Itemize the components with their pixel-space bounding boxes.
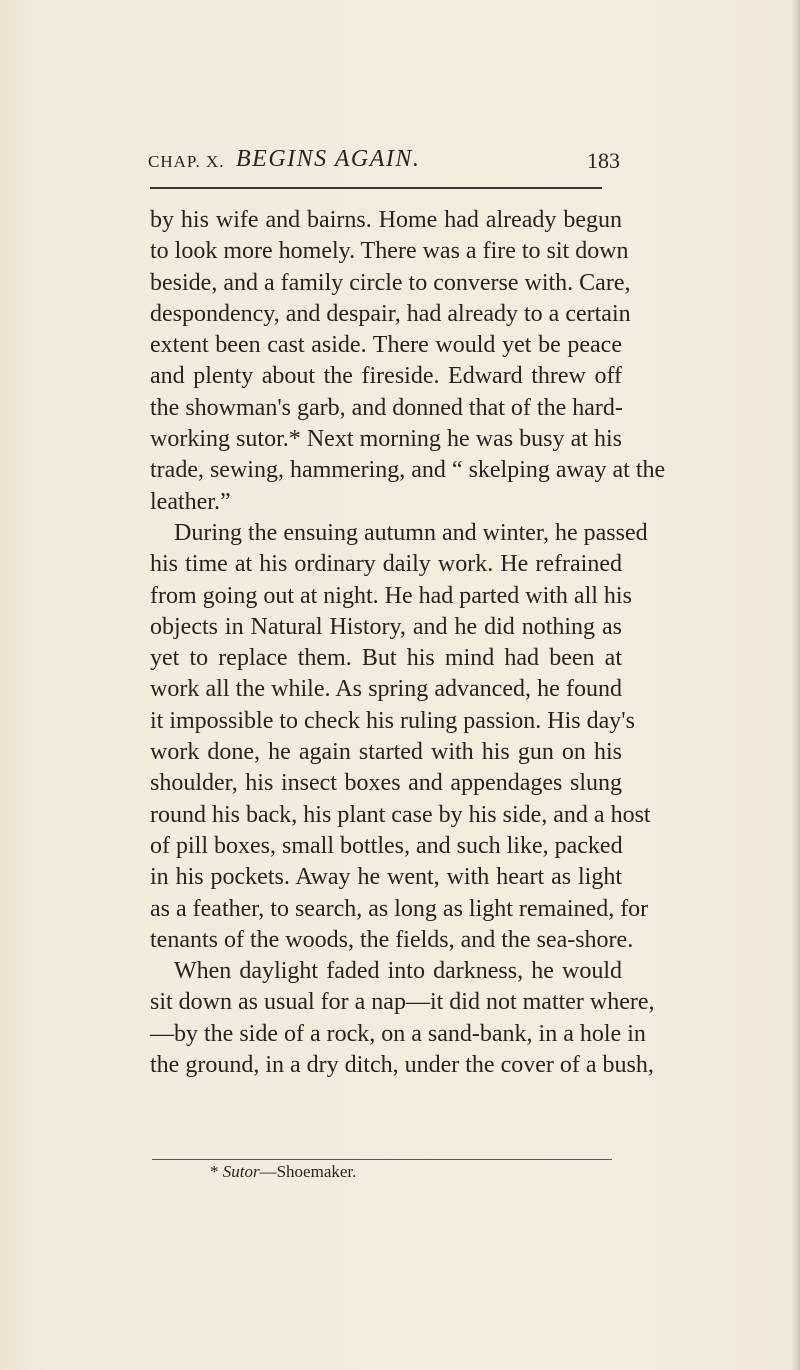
text-line: leather.” bbox=[150, 488, 231, 515]
text-line: to look more homely. There was a fire to sit down bbox=[150, 238, 629, 265]
header-rule bbox=[150, 187, 602, 189]
running-header bbox=[148, 146, 620, 180]
text-line: When daylight faded into darkness, he would bbox=[174, 958, 622, 985]
text-line: round his back, his plant case by his side, and a host bbox=[150, 801, 651, 828]
page-number: 183 bbox=[587, 148, 620, 173]
text-line: sit down as usual for a nap—it did not matter where, bbox=[150, 989, 655, 1016]
text-line: extent been cast aside. There would yet be peace bbox=[150, 332, 622, 359]
text-line: by his wife and bairns. Home had already begun bbox=[150, 207, 622, 233]
text-line: work all the while. As spring advanced, he found bbox=[150, 676, 622, 703]
footnote-marker: * bbox=[210, 1162, 223, 1181]
text-line: yet to replace them. But his mind had been at bbox=[150, 645, 622, 672]
text-line: from going out at night. He had parted with all his bbox=[150, 582, 632, 609]
text-line: working sutor.* Next morning he was busy at his bbox=[150, 426, 622, 453]
footnote-rule bbox=[152, 1159, 612, 1160]
text-line: tenants of the woods, the fields, and the sea-shore. bbox=[150, 926, 634, 953]
text-line: the showman's garb, and donned that of the hard- bbox=[150, 394, 623, 421]
text-line: as a feather, to search, as long as light remained, for bbox=[150, 895, 649, 922]
body-text bbox=[150, 205, 666, 1081]
footnote-definition: —Shoemaker. bbox=[259, 1162, 357, 1181]
text-line: During the ensuing autumn and winter, he passed bbox=[174, 519, 648, 546]
page-edge-shadow bbox=[790, 0, 800, 1370]
text-line: in his pockets. Away he went, with heart as light bbox=[150, 864, 622, 891]
text-line: shoulder, his insect boxes and appendages slung bbox=[150, 770, 622, 797]
text-line: and plenty about the fireside. Edward threw off bbox=[150, 363, 622, 390]
text-line: it impossible to check his ruling passion. His day's bbox=[150, 707, 635, 734]
text-line: —by the side of a rock, on a sand-bank, in a hole in bbox=[150, 1020, 646, 1047]
text-line: despondency, and despair, had already to a certain bbox=[150, 300, 631, 327]
text-line: trade, sewing, hammering, and “ skelping away at the bbox=[150, 457, 666, 484]
text-line: objects in Natural History, and he did nothing as bbox=[150, 613, 622, 640]
footnote-term: Sutor bbox=[222, 1162, 260, 1181]
text-line: the ground, in a dry ditch, under the cover of a bush, bbox=[150, 1052, 654, 1079]
text-line: of pill boxes, small bottles, and such like, packed bbox=[150, 832, 623, 859]
text-line: beside, and a family circle to converse with. Care, bbox=[150, 269, 631, 296]
running-title: BEGINS AGAIN. bbox=[236, 146, 421, 172]
text-line: work done, he again started with his gun on his bbox=[150, 739, 622, 766]
chapter-label: CHAP. X. bbox=[148, 152, 225, 171]
footnote bbox=[210, 1162, 356, 1182]
text-line: his time at his ordinary daily work. He refrained bbox=[150, 551, 622, 578]
